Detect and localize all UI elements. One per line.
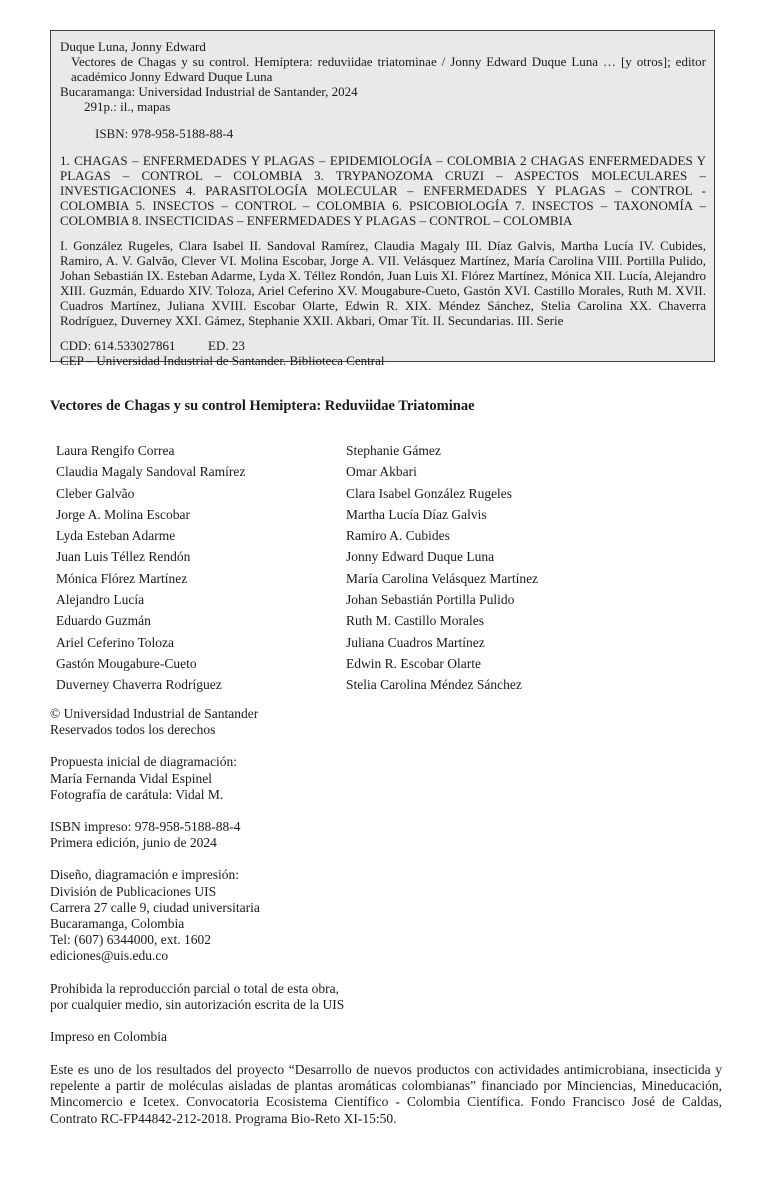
author-item: Omar Akbari	[346, 464, 417, 480]
author-item: Juliana Cuadros Martínez	[346, 634, 485, 650]
author-item: Jonny Edward Duque Luna	[346, 549, 495, 565]
credit-line: Fotografía de carátula: Vidal M.	[50, 786, 224, 802]
edition-block	[50, 819, 720, 851]
author-item: Laura Rengifo Correa	[56, 443, 175, 458]
author-item: Alejandro Lucía	[56, 592, 145, 608]
author-item: Martha Lucía Díaz Galvis	[346, 506, 487, 522]
catalog-classification	[60, 338, 706, 353]
author-item: Gastón Mougabure-Cueto	[56, 655, 197, 671]
printed-in: Impreso en Colombia	[50, 1029, 167, 1045]
authors-list-left	[56, 440, 245, 696]
author-item: Juan Luis Téllez Rendón	[56, 549, 191, 565]
credit-line: María Fernanda Vidal Espinel	[50, 770, 213, 786]
author-item: Stelia Carolina Méndez Sánchez	[346, 677, 522, 693]
project-note: Este es uno de los resultados del proyecto “Desarrollo de nuevos productos con actividades antimicrobiana, insecticida y repelente a partir de moléculas aisladas de plantas aromáticas colombianas” financiado por Minciencias, Mineducación, Mincomercio e Icetex. Convocatoria Ecosistema Científico - Colombia Científica. Fondo Francisco José de Caldas, Contrato RC-FP44842-212-2018. Programa Bio-Reto XI-15:50.	[50, 1062, 722, 1126]
author-item: Jorge A. Molina Escobar	[56, 506, 190, 522]
prohibition-block	[50, 981, 720, 1013]
isbn-print: ISBN impreso: 978-958-5188-88-4	[50, 819, 241, 835]
catalog-extent: 291p.: il., mapas	[84, 99, 171, 114]
rights-line: Reservados todos los derechos	[50, 722, 216, 738]
catalog-cep: CEP – Universidad Industrial de Santander. Biblioteca Central	[60, 353, 385, 368]
design-credits-block	[50, 754, 720, 803]
catalog-added-entries: I. González Rugeles, Clara Isabel II. Sandoval Ramírez, Claudia Magaly III. Díaz Galvis, Martha Lucía IV. Cubides, Ramiro, A. V. Galvão, Clever VI. Molina Escobar, Jorge A. VII. Velásquez Martínez, María Carolina VIII. Portilla Pulido, Johan Sebastián IX. Esteban Adarme, Lyda X. Téllez Rondón, Juan Luis XI. Flórez Martínez, Mónica XII. Lucía, Alejandro XIII. Guzmán, Eduardo XIV. Toloza, Ariel Ceferino XV. Mougabure-Cueto, Gastón XVI. Castillo Morales, Ruth M. XVII. Cuadros Martínez, Juliana XVIII. Escobar Olarte, Edwin R. XIX. Méndez Sánchez, Stelia Carolina XX. Chaverra Rodríguez, Duverney XXI. Gámez, Stephanie XXII. Akbari, Omar Tít. II. Secundarias. III. Serie	[60, 238, 706, 328]
book-title: Vectores de Chagas y su control Hemiptera: Reduviidae Triatominae	[50, 398, 475, 414]
copyright-line: © Universidad Industrial de Santander	[50, 706, 259, 721]
author-item: Ramiro A. Cubides	[346, 528, 450, 544]
author-item: Ruth M. Castillo Morales	[346, 613, 484, 629]
imprint-blocks	[50, 706, 720, 1045]
edition-date: Primera edición, junio de 2024	[50, 835, 217, 851]
prohibition-line: por cualquier medio, sin autorización escrita de la UIS	[50, 996, 345, 1012]
publisher-block	[50, 867, 720, 964]
author-item: Clara Isabel González Rugeles	[346, 485, 513, 501]
catalog-record-box	[50, 30, 715, 368]
author-item: Ariel Ceferino Toloza	[56, 634, 175, 650]
author-item: Eduardo Guzmán	[56, 613, 151, 629]
author-item: Mónica Flórez Martínez	[56, 570, 188, 586]
catalog-author: Duque Luna, Jonny Edward	[60, 39, 206, 54]
catalog-title-statement: Vectores de Chagas y su control. Hemíptera: reduviidae triatominae / Jonny Edward Duque Luna … [y otros]; editor académico Jonny Edward Duque Luna	[71, 54, 706, 84]
author-item: Stephanie Gámez	[346, 443, 441, 458]
author-item: Edwin R. Escobar Olarte	[346, 655, 481, 671]
catalog-subjects: 1. CHAGAS – ENFERMEDADES Y PLAGAS – EPIDEMIOLOGÍA – COLOMBIA 2 CHAGAS ENFERMEDADES Y PLAGAS – CONTROL – COLOMBIA 3. TRYPANOZOMA CRUZI – ASPECTOS MOLECULARES – INVESTIGACIONES 4. PARASITOLOGÍA MOLECULAR – ENFERMEDADES Y PLAGAS – CONTROL - COLOMBIA 5. INSECTOS – CONTROL – COLOMBIA 6. PSICOBIOLOGÍA 7. INSECTOS – TAXONOMÍA – COLOMBIA 8. INSECTICIDAS – ENFERMEDADES Y PLAGAS – CONTROL – COLOMBIA	[60, 153, 706, 228]
publisher-email: ediciones@uis.edu.co	[50, 948, 169, 964]
prohibition-line: Prohibida la reproducción parcial o total de esta obra,	[50, 980, 340, 996]
author-item: Claudia Magaly Sandoval Ramírez	[56, 464, 246, 480]
catalog-publication: Bucaramanga: Universidad Industrial de Santander, 2024	[60, 84, 358, 99]
publisher-line: Carrera 27 calle 9, ciudad universitaria	[50, 899, 260, 915]
author-item: Johan Sebastián Portilla Pulido	[346, 592, 515, 608]
author-item: Cleber Galvão	[56, 485, 135, 501]
publisher-line: Bucaramanga, Colombia	[50, 916, 185, 932]
authors-list-right	[346, 440, 538, 696]
copyright-block	[50, 706, 720, 738]
publisher-line: Diseño, diagramación e impresión:	[50, 867, 239, 883]
author-item: Duverney Chaverra Rodríguez	[56, 677, 222, 693]
publisher-phone: Tel: (607) 6344000, ext. 1602	[50, 932, 212, 948]
author-item: María Carolina Velásquez Martínez	[346, 570, 539, 586]
catalog-isbn: ISBN: 978-958-5188-88-4	[95, 126, 234, 141]
catalog-edition: ED. 23	[208, 338, 245, 353]
credit-line: Propuesta inicial de diagramación:	[50, 754, 238, 770]
author-item: Lyda Esteban Adarme	[56, 528, 176, 544]
publisher-line: División de Publicaciones UIS	[50, 883, 217, 899]
catalog-cdd: CDD: 614.533027861	[60, 338, 176, 353]
